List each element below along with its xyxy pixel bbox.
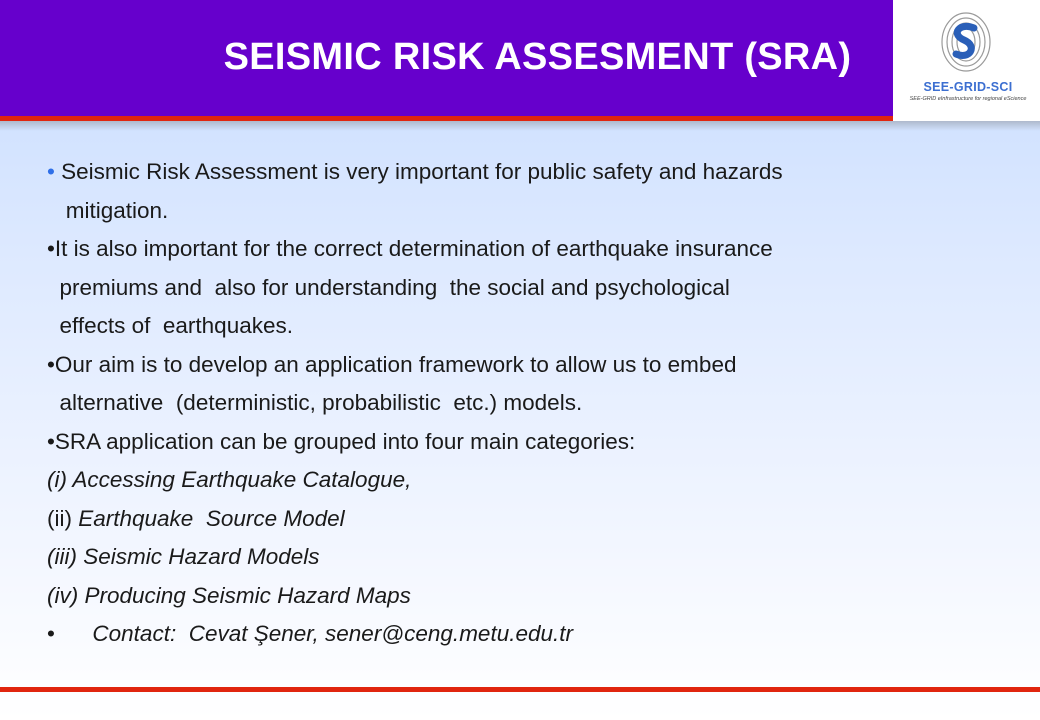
category-item: (iii) Seismic Hazard Models — [47, 544, 320, 569]
paragraph-line — [47, 153, 1027, 192]
category-number: (ii) — [47, 505, 79, 531]
paragraph-line: premiums and also for understanding the social and psychological — [47, 274, 730, 300]
paragraph-line: effects of earthquakes. — [47, 313, 293, 338]
category-item: (i) Accessing Earthquake Catalogue, — [47, 467, 412, 492]
contact-text: Contact: Cevat Şener, sener@ceng.metu.edu.tr — [54, 621, 573, 646]
bullet: • — [47, 621, 55, 646]
header-shadow — [0, 121, 1040, 131]
slide-body — [47, 153, 1027, 654]
footer-rule — [0, 687, 1040, 692]
paragraph-line: •Our aim is to develop an application framework to allow us to embed — [47, 351, 737, 377]
paragraph-line: mitigation. — [47, 197, 169, 223]
logo-name: SEE-GRID-SCI — [923, 80, 1013, 94]
category-item: (iv) Producing Seismic Hazard Maps — [47, 582, 411, 608]
logo-tagline: SEE-GRID eInfrastructure for regional eScience — [909, 96, 1027, 102]
category-item — [47, 500, 1027, 539]
text: Seismic Risk Assessment is very important for public safety and hazards — [54, 159, 783, 184]
contact-line — [47, 615, 1027, 654]
paragraph-line: •SRA application can be grouped into four main categories: — [47, 428, 636, 454]
slide-title: SEISMIC RISK ASSESMENT (SRA) — [223, 36, 852, 78]
see-grid-sci-logo-icon — [938, 8, 994, 76]
logo — [893, 0, 1040, 121]
paragraph-line: alternative (deterministic, probabilistic etc.) models. — [47, 390, 583, 415]
bullet: • — [47, 159, 55, 184]
paragraph-line: •It is also important for the correct determination of earthquake insurance — [47, 236, 773, 261]
category-text: Earthquake Source Model — [78, 505, 345, 531]
